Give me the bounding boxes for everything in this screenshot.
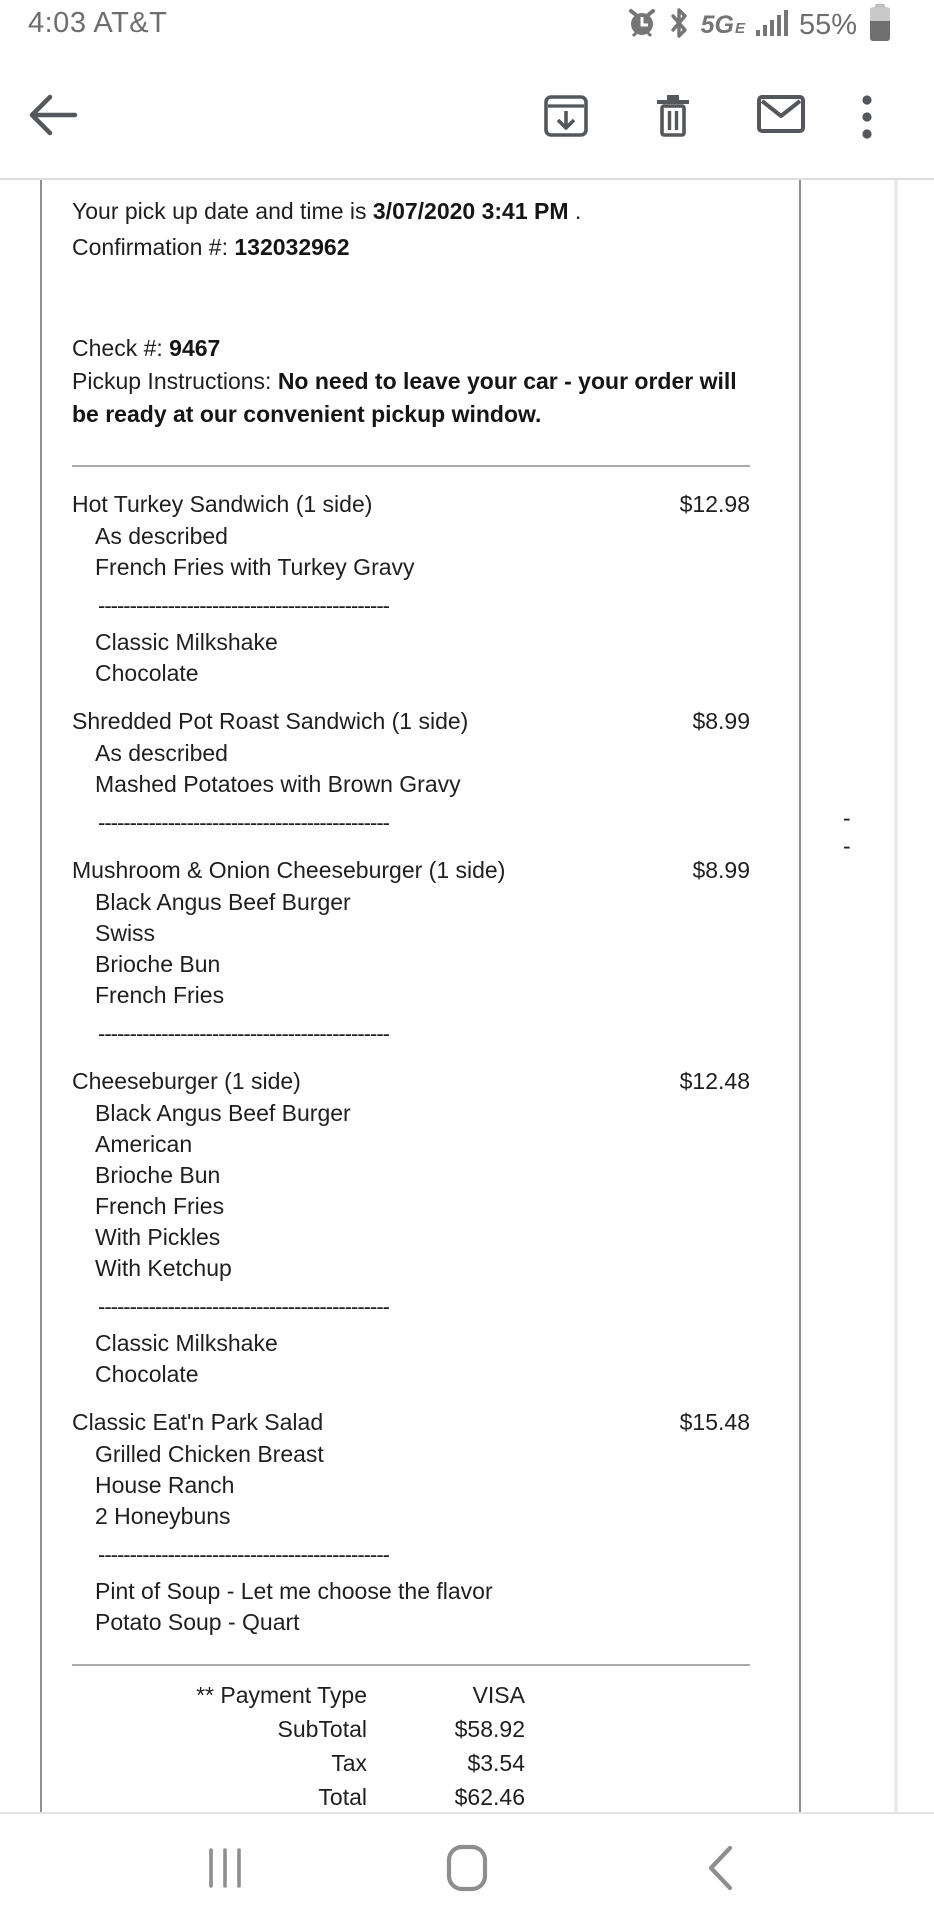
system-nav-bar — [0, 1812, 934, 1922]
item-detail: Black Angus Beef Burger — [95, 1100, 351, 1126]
payment-label: Tax — [331, 1750, 367, 1776]
battery-icon — [868, 3, 892, 48]
payment-label: SubTotal — [277, 1716, 367, 1742]
item-extra: Potato Soup - Quart — [95, 1609, 300, 1635]
status-bar — [0, 0, 934, 48]
content-left-border — [40, 180, 42, 1814]
item-detail: Mashed Potatoes with Brown Gravy — [95, 771, 461, 797]
payment-value: VISA — [472, 1682, 525, 1708]
scrollbar[interactable] — [894, 180, 898, 1814]
item-detail: 2 Honeybuns — [95, 1503, 231, 1529]
item-detail: Brioche Bun — [95, 1162, 221, 1188]
item-price: $15.48 — [679, 1409, 750, 1435]
email-body-scroll-area[interactable] — [0, 178, 934, 1814]
item-detail: Grilled Chicken Breast — [95, 1441, 324, 1467]
back-arrow-icon[interactable] — [26, 92, 78, 138]
side-column-dash: - — [843, 833, 851, 859]
divider — [72, 465, 750, 467]
payment-value: $58.92 — [454, 1716, 525, 1742]
item-name: Cheeseburger (1 side) — [72, 1068, 301, 1094]
item-separator: ---------------------------------------------- — [98, 593, 390, 618]
item-extra: Classic Milkshake — [95, 629, 278, 655]
order-item — [72, 488, 750, 689]
payment-row — [72, 1780, 750, 1814]
check-number-line: Check #: 9467 — [72, 335, 221, 361]
item-detail: French Fries with Turkey Gravy — [95, 554, 415, 580]
item-detail: With Ketchup — [95, 1255, 232, 1281]
check-info — [72, 332, 750, 431]
payment-row — [72, 1712, 750, 1746]
item-detail: French Fries — [95, 982, 225, 1008]
order-item — [72, 854, 750, 1049]
pickup-info — [72, 193, 750, 265]
payment-label: Total — [318, 1784, 367, 1810]
delete-icon[interactable] — [650, 94, 696, 138]
home-icon[interactable] — [437, 1838, 497, 1898]
order-item — [72, 705, 750, 838]
bluetooth-icon — [668, 7, 690, 44]
item-extra: Chocolate — [95, 1361, 199, 1387]
side-column-dash: - — [843, 805, 851, 831]
payment-label: ** Payment Type — [196, 1682, 367, 1708]
back-icon[interactable] — [690, 1838, 750, 1898]
recents-icon[interactable] — [195, 1838, 255, 1898]
item-name: Hot Turkey Sandwich (1 side) — [72, 491, 373, 517]
item-price: $12.98 — [679, 491, 750, 517]
network-type-5ge: 5G E — [700, 10, 745, 39]
pickup-instructions-line: Pickup Instructions: No need to leave your car - your order will be ready at our convenient pickup window. — [72, 368, 737, 427]
item-name: Shredded Pot Roast Sandwich (1 side) — [72, 708, 469, 734]
email-toolbar — [0, 48, 934, 178]
item-separator: ---------------------------------------------- — [98, 1021, 390, 1046]
item-name: Mushroom & Onion Cheeseburger (1 side) — [72, 857, 506, 883]
mark-unread-icon[interactable] — [757, 94, 803, 138]
receipt — [72, 180, 750, 1814]
order-item — [72, 1406, 750, 1638]
payment-row — [72, 1678, 750, 1712]
payment-value: $3.54 — [467, 1750, 525, 1776]
more-options-icon[interactable] — [860, 94, 906, 138]
confirmation-line: Confirmation #: 132032962 — [72, 234, 350, 260]
item-detail: With Pickles — [95, 1224, 221, 1250]
item-extra: Classic Milkshake — [95, 1330, 278, 1356]
item-detail: French Fries — [95, 1193, 225, 1219]
divider — [72, 1664, 750, 1666]
payment-value: $62.46 — [454, 1784, 525, 1810]
status-icons — [627, 4, 892, 46]
order-items — [72, 488, 750, 1638]
item-separator: ---------------------------------------------- — [98, 1294, 390, 1319]
payment-row — [72, 1746, 750, 1780]
pickup-date-line: Your pick up date and time is 3/07/2020 3:41 PM . — [72, 198, 582, 224]
item-price: $8.99 — [692, 857, 750, 883]
alarm-icon — [627, 7, 657, 44]
archive-icon[interactable] — [543, 94, 589, 138]
item-extra: Chocolate — [95, 660, 199, 686]
item-detail: House Ranch — [95, 1472, 235, 1498]
item-detail: As described — [95, 523, 228, 549]
content-right-border — [799, 180, 801, 1814]
item-extra: Pint of Soup - Let me choose the flavor — [95, 1578, 493, 1604]
battery-percent: 55% — [798, 8, 857, 41]
item-name: Classic Eat'n Park Salad — [72, 1409, 324, 1435]
item-detail: American — [95, 1131, 193, 1157]
payment-summary — [72, 1678, 750, 1814]
item-detail: Black Angus Beef Burger — [95, 889, 351, 915]
item-price: $8.99 — [692, 708, 750, 734]
item-detail: Brioche Bun — [95, 951, 221, 977]
item-price: $12.48 — [679, 1068, 750, 1094]
order-item — [72, 1065, 750, 1390]
item-detail: Swiss — [95, 920, 156, 946]
status-time-carrier: 4:03 AT&T — [28, 7, 168, 39]
item-separator: ---------------------------------------------- — [98, 810, 390, 835]
item-detail: As described — [95, 740, 228, 766]
item-separator: ---------------------------------------------- — [98, 1542, 390, 1567]
signal-strength-icon — [756, 8, 788, 43]
